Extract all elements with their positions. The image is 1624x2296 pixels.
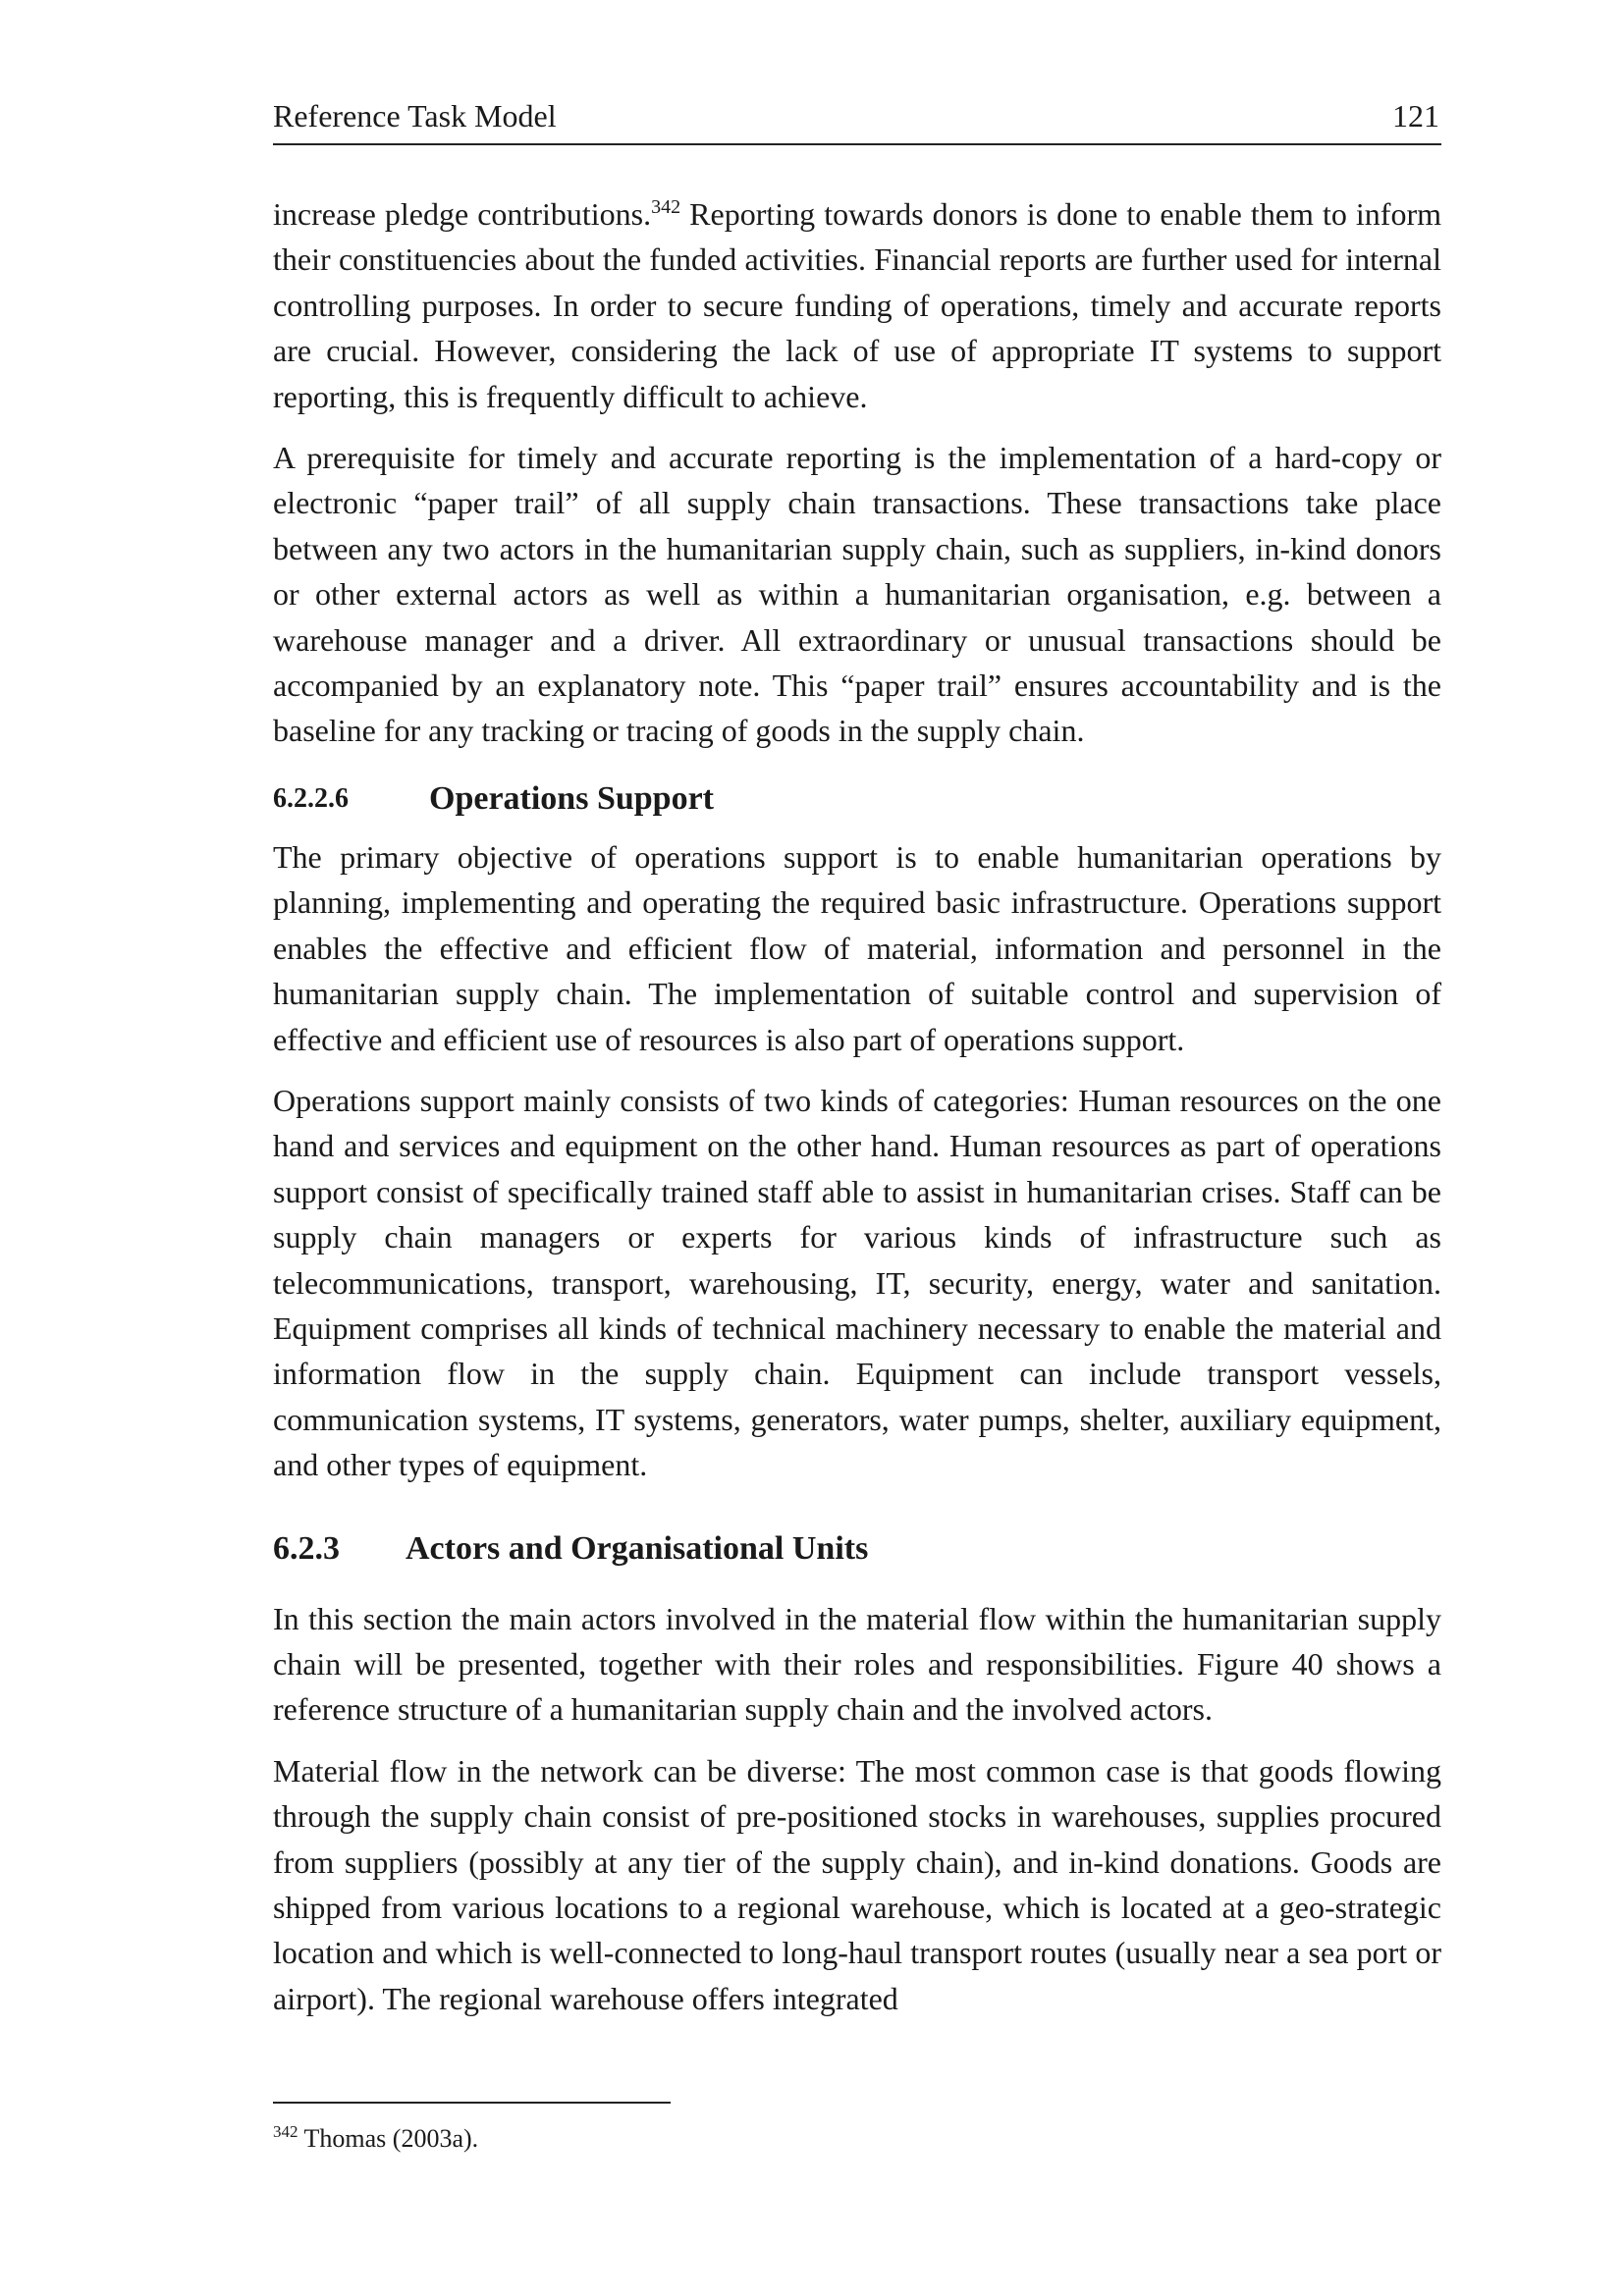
section-heading-actors	[273, 1527, 1441, 1571]
paragraph-1	[273, 191, 1441, 419]
section-number: 6.2.2.6	[273, 782, 349, 814]
paragraph-3: The primary objective of operations support is to enable humanitarian operations by planning, implementing and operating the required basic infrastructure. Operations support enables the effective and efficient flow of material, information and personnel in the humanitarian supply chain. The implementation of suitable control and supervision of effective and efficient use of resources is also part of operations support.	[273, 838, 1441, 1057]
footnote-divider	[273, 2102, 671, 2104]
footnote-text: Thomas (2003a).	[298, 2124, 479, 2153]
paragraph-1-rest: Reporting towards donors is done to enable them to inform their constituencies about the funded activities. Financial reports are further used for internal controlling purposes. In order to secure funding of operations, timely and accurate reports are crucial. However, considering the lack of use of appropriate IT systems to support reporting, this is frequently difficult to achieve.	[273, 196, 1442, 414]
section-number: 6.2.3	[273, 1529, 340, 1567]
page-number: 121	[1392, 98, 1439, 133]
paragraph-4: Operations support mainly consists of two kinds of categories: Human resources on the one hand and services and equipment on the other hand. Human resources as part of operations support consist of specifically trained staff able to assist in humanitarian crises. Staff can be supply chain managers or experts for various kinds of infrastructure such as telecommunications, transport, warehousing, IT, security, energy, water and sanitation. Equipment comprises all kinds of technical machinery necessary to enable the material and information flow in the supply chain. Equipment can include transport vessels, communication systems, IT systems, generators, water pumps, shelter, auxiliary equipment, and other types of equipment.	[273, 1082, 1441, 1483]
paragraph-6: Material flow in the network can be diverse: The most common case is that goods flowing through the supply chain consist of pre-positioned stocks in warehouses, supplies procured from suppliers (possibly at any tier of the supply chain), and in-kind donations. Goods are shipped from various locations to a regional warehouse, which is located at a geo-strategic location and which is well-connected to long-haul transport routes (usually near a sea port or airport). The regional warehouse offers integrated	[273, 1752, 1441, 2016]
footnote	[273, 2122, 478, 2156]
section-title: Operations Support	[429, 779, 714, 817]
section-title: Actors and Organisational Units	[406, 1529, 869, 1567]
paragraph-1-start: increase pledge contributions.	[273, 196, 652, 232]
footnote-number: 342	[273, 2122, 298, 2141]
body-text	[273, 191, 1441, 2021]
paragraph-5: In this section the main actors involved in the material flow within the humanitarian supply chain will be presented, together with their roles and responsibilities. Figure 40 shows a reference structure of a humanitarian supply chain and the involved actors.	[273, 1600, 1441, 1728]
running-header	[273, 94, 1441, 145]
header-title: Reference Task Model	[273, 98, 557, 133]
section-heading-operations-support	[273, 777, 1441, 821]
footnote-reference: 342	[651, 196, 681, 218]
paragraph-2: A prerequisite for timely and accurate reporting is the implementation of a hard-copy or electronic “paper trail” of all supply chain transactions. These transactions take place between any two actors in the humanitarian supply chain, such as suppliers, in-kind donors or other external actors as well as within a humanitarian organisation, e.g. between a warehouse manager and a driver. All extraordinary or unusual transactions should be accompanied by an explanatory note. This “paper trail” ensures accountability and is the baseline for any tracking or tracing of goods in the supply chain.	[273, 440, 1441, 749]
